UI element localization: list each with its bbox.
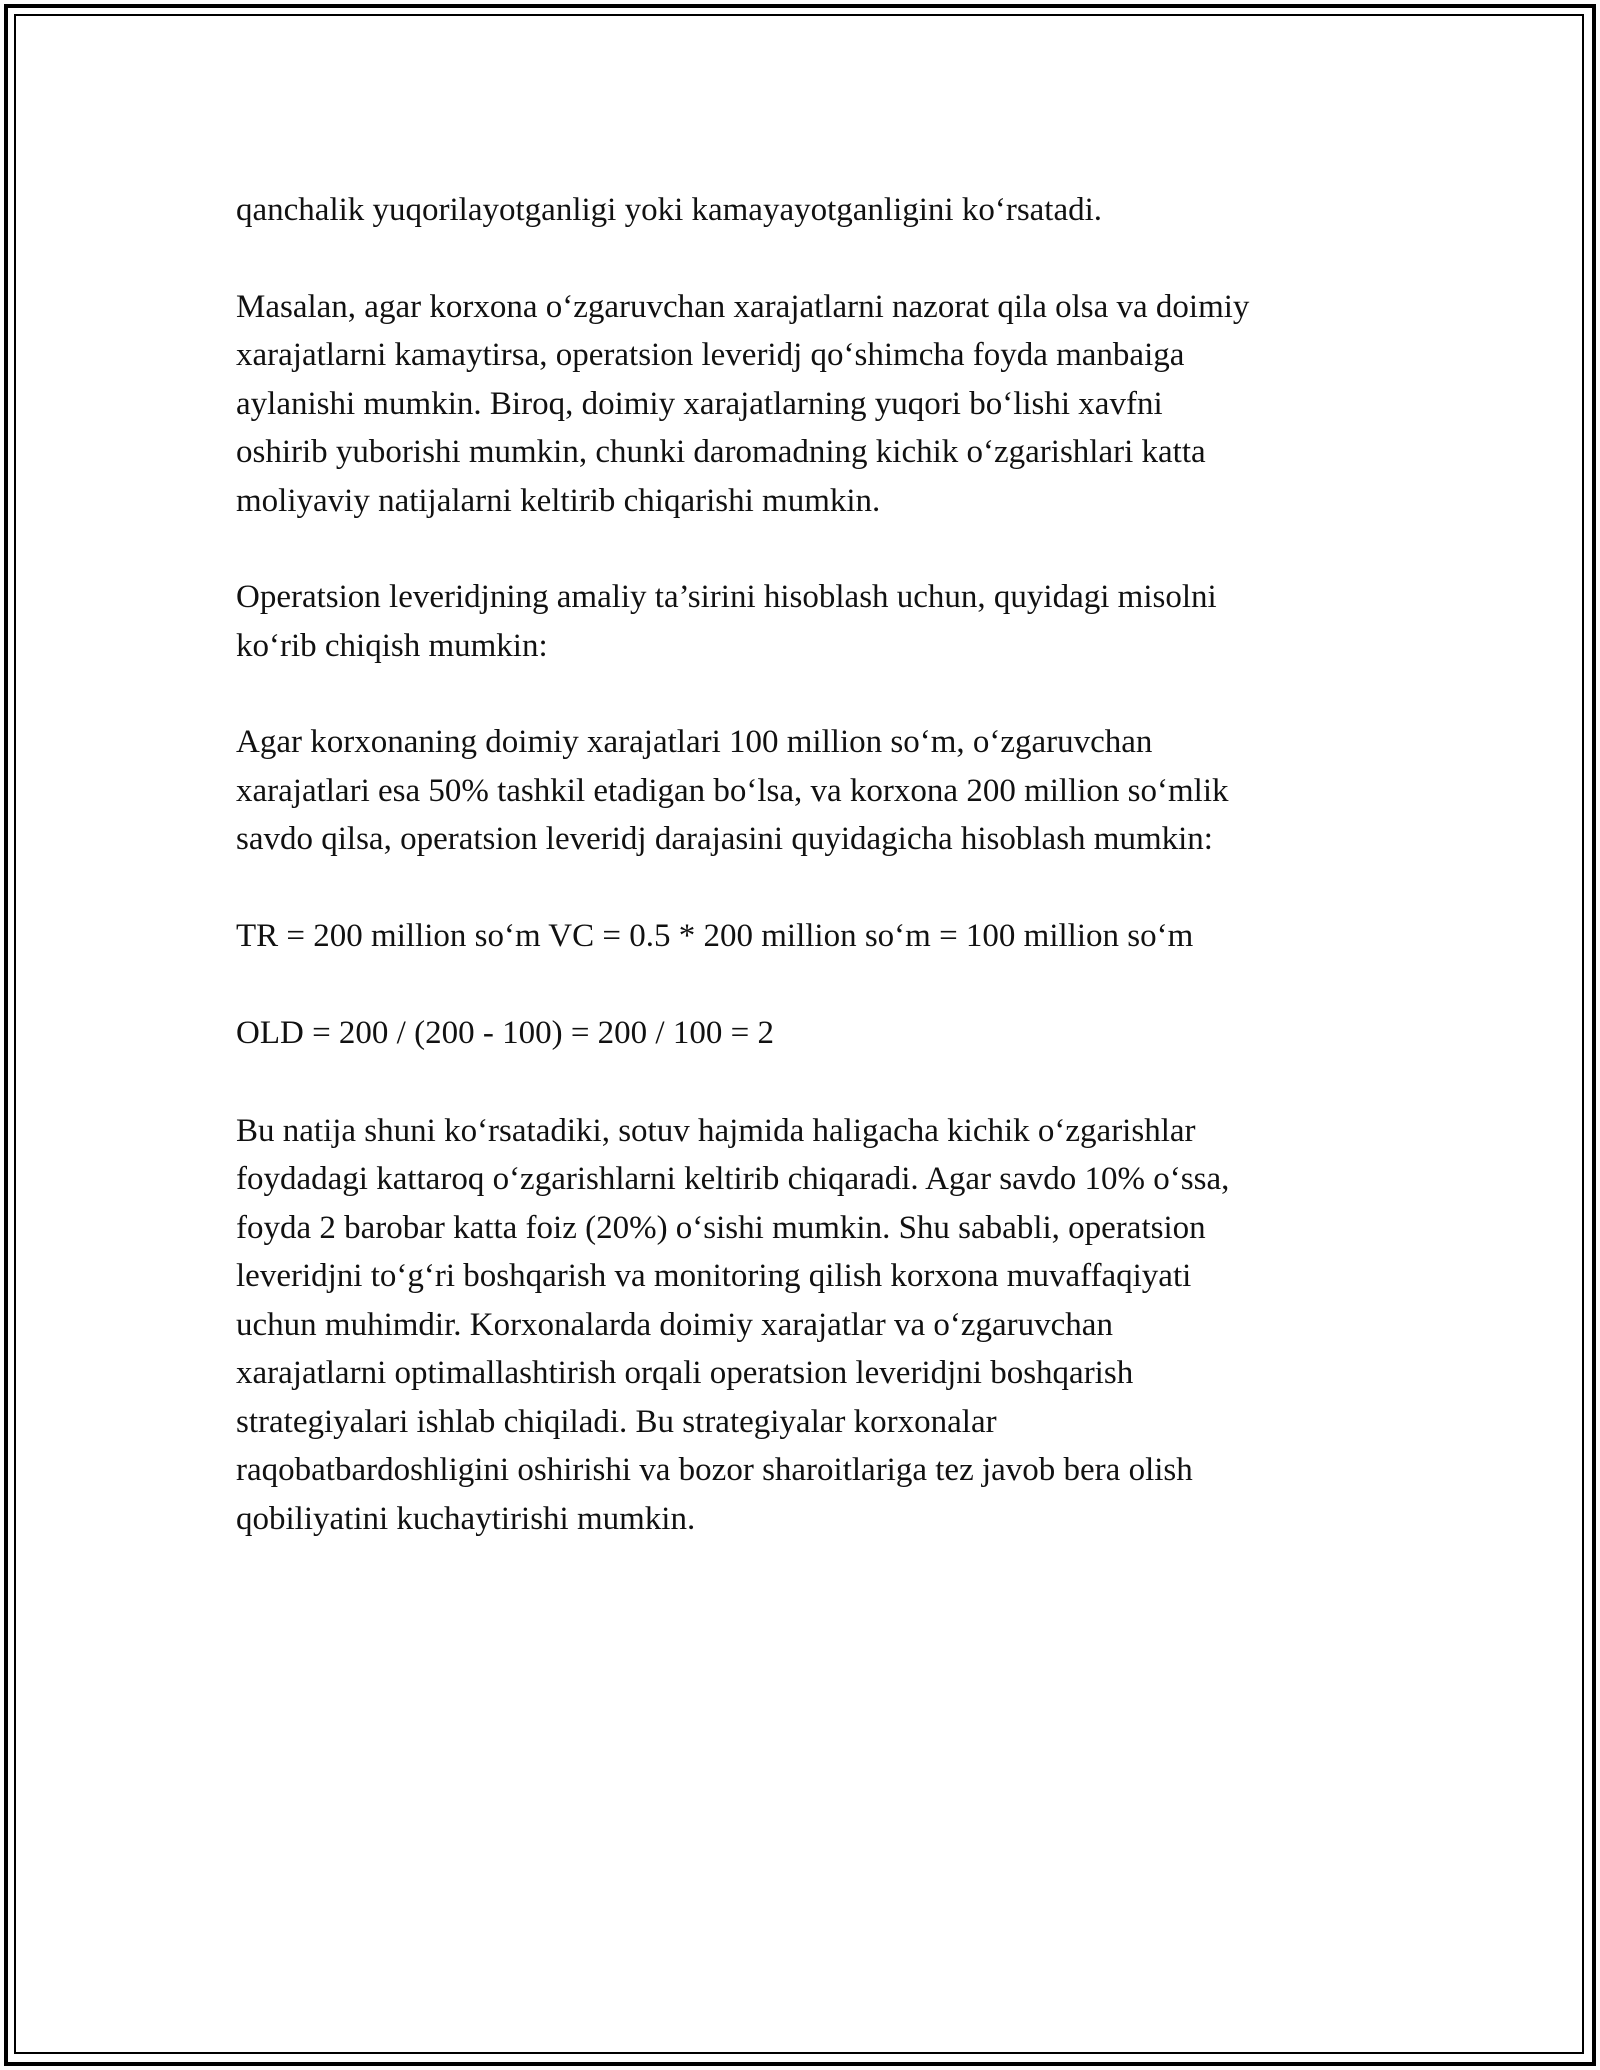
paragraph-example-cost-control: Masalan, agar korxona o‘zgaruvchan xarajatlarni nazorat qila olsa va doimiy xarajatlarni kamaytirsa, operatsion leveridj qo‘shimcha foyda manbaiga aylanishi mumkin. Biroq, doimiy xarajatlarning yuqori bo‘lishi xavfni oshirib yuborishi mumkin, chunki daromadning kichik o‘zgarishlari katta moliyaviy natijalarni keltirib chiqarishi mumkin. (236, 288, 1250, 519)
formula-old: OLD = 200 / (200 - 100) = 200 / 100 = 2 (236, 1015, 774, 1051)
paragraph-intro-continuation: qanchalik yuqorilayotganligi yoki kamayayotganligini ko‘rsatadi. (236, 192, 1103, 228)
paragraph-example-numbers: Agar korxonaning doimiy xarajatlari 100 million so‘m, o‘zgaruvchan xarajatlari esa 50% tashkil etadigan bo‘lsa, va korxona 200 million so‘mlik savdo qilsa, operatsion leveridj darajasini quyidagicha hisoblash mumkin: (236, 724, 1229, 857)
formula-tr-vc: TR = 200 million so‘m VC = 0.5 * 200 million so‘m = 100 million so‘m (236, 917, 1194, 954)
paragraph-practical-effect: Operatsion leveridjning amaliy ta’sirini hisoblash uchun, quyidagi misolni ko‘rib chiqish mumkin: (236, 579, 1217, 664)
document-body (236, 186, 1386, 1591)
paragraph-conclusion: Bu natija shuni ko‘rsatadiki, sotuv hajmida haligacha kichik o‘zgarishlar foydadagi kattaroq o‘zgarishlarni keltirib chiqaradi. Agar savdo 10% o‘ssa, foyda 2 barobar katta foiz (20%) o‘sishi mumkin. Shu sababli, operatsion leveridjni to‘g‘ri boshqarish va monitoring qilish korxona muvaffaqiyati uchun muhimdir. Korxonalarda doimiy xarajatlar va o‘zgaruvchan xarajatlarni optimallashtirish orqali operatsion leveridjni boshqarish strategiyalari ishlab chiqiladi. Bu strategiyalar korxonalar raqobatbardoshligini oshirishi va bozor sharoitlariga tez javob bera olish qobiliyatini kuchaytirishi mumkin. (236, 1112, 1230, 1537)
